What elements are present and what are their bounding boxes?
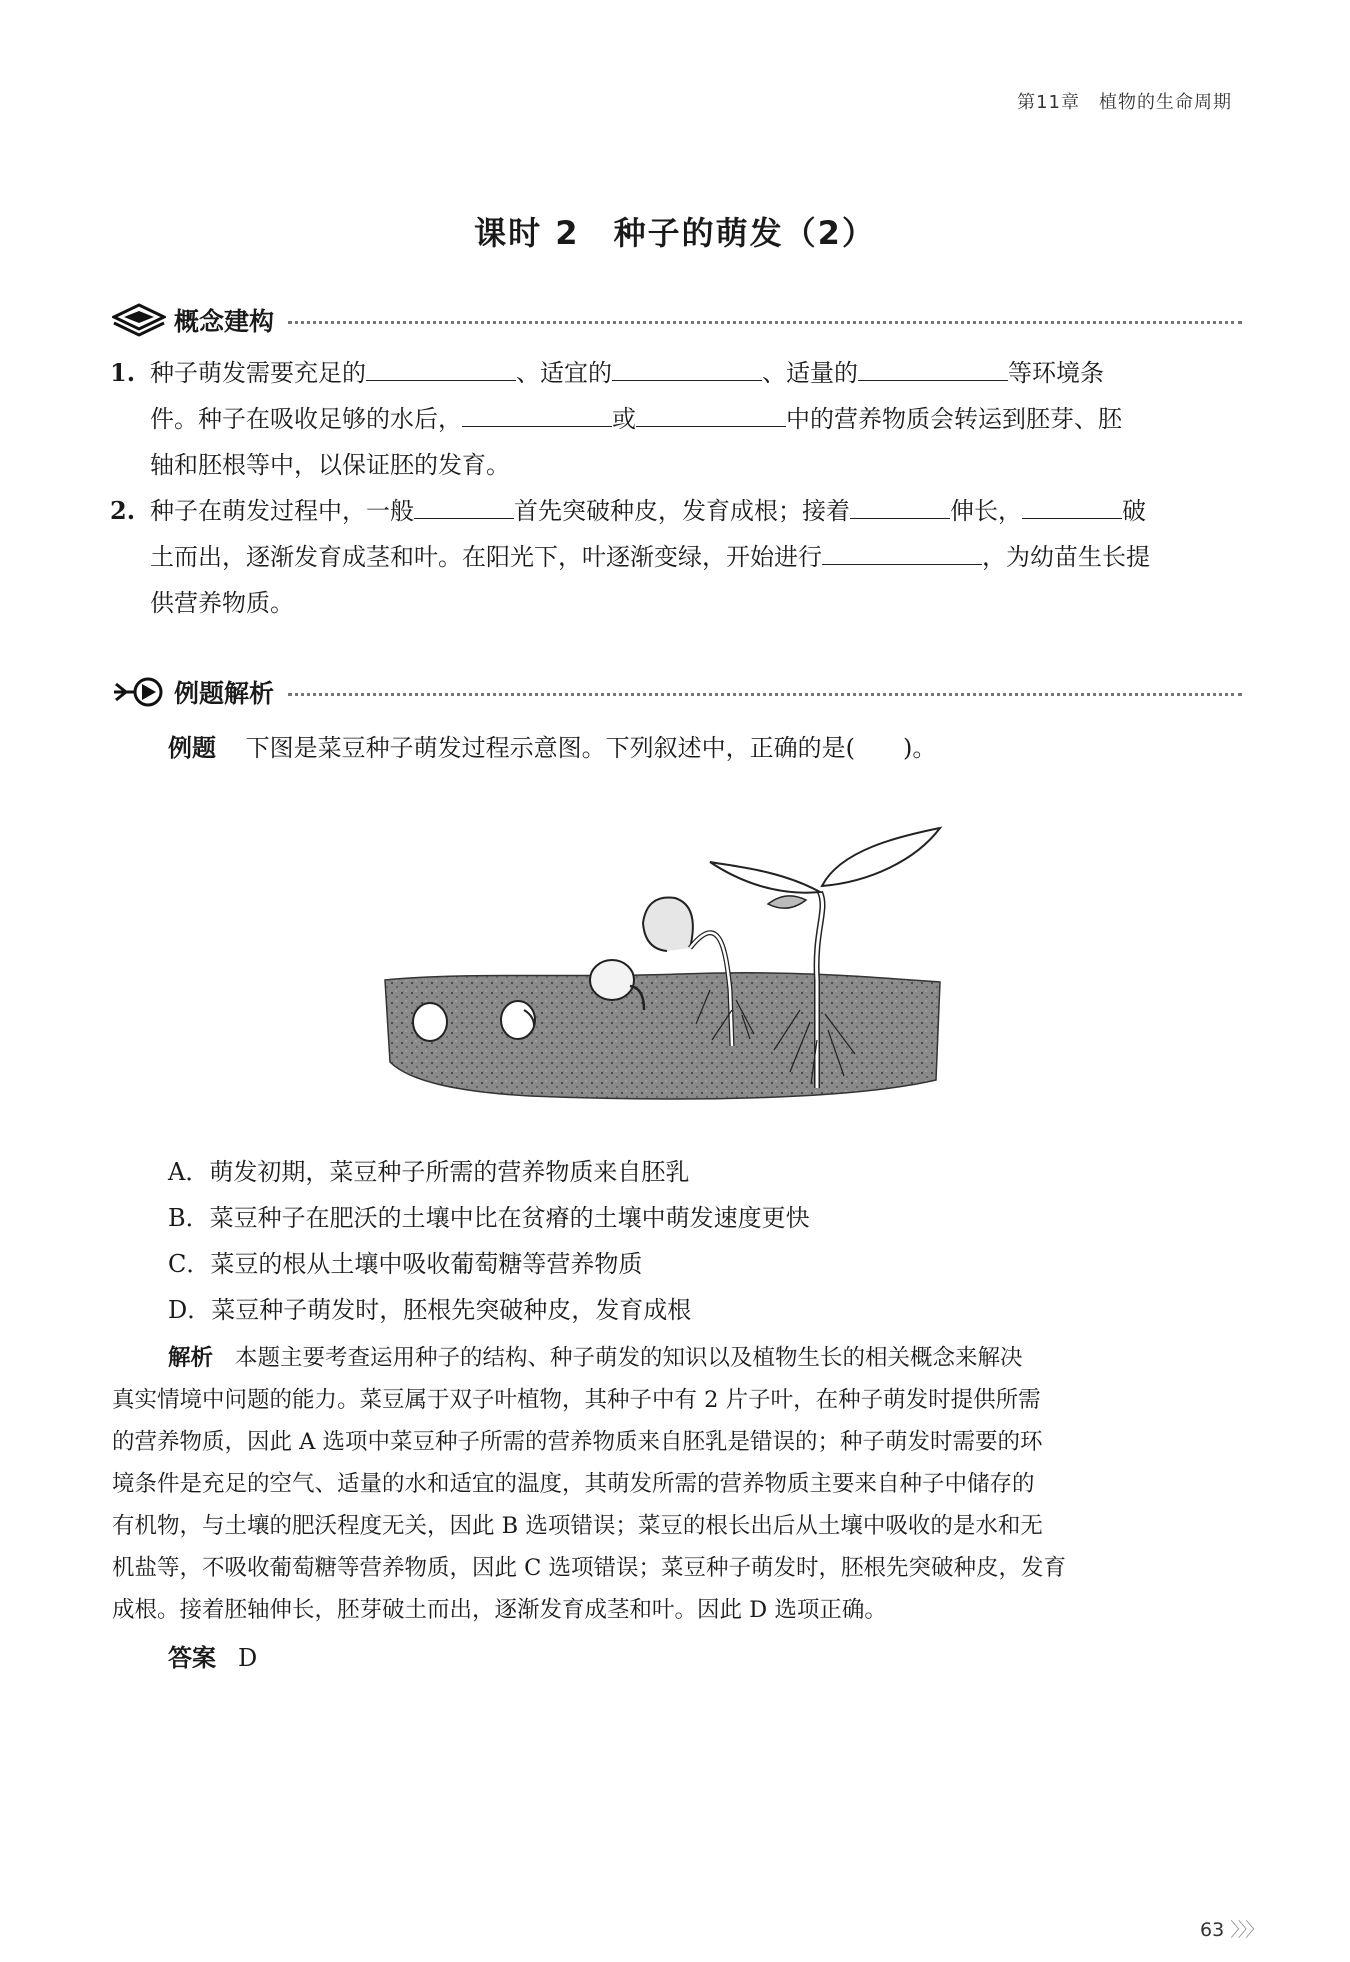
section-concept-header: [112, 300, 1242, 340]
q2-line-1: [110, 488, 1240, 534]
blank[interactable]: [850, 490, 950, 519]
option-a: A．萌发初期，菜豆种子所需的营养物质来自胚乳: [168, 1158, 690, 1186]
analysis-line-4: 境条件是充足的空气、适量的水和适宜的温度，其萌发所需的营养物质主要来自种子中储存的: [112, 1471, 1035, 1497]
q1-text: 等环境条: [1008, 359, 1104, 387]
option-c: C．菜豆的根从土壤中吸收葡萄糖等营养物质: [168, 1250, 643, 1278]
soil-layer: [385, 973, 940, 1099]
diamond-layers-icon: [112, 303, 166, 337]
blank[interactable]: [612, 352, 762, 381]
q1-line-2: [110, 396, 1280, 442]
section-example-title: 例题解析: [174, 679, 275, 708]
q1-text: 、适宜的: [516, 359, 612, 387]
q2-text: 首先突破种皮，发育成根；接着: [514, 497, 850, 525]
bean-germination-illustration: [380, 800, 950, 1110]
q1-line-3: [110, 442, 1280, 488]
q2-text: 供营养物质。: [150, 589, 294, 617]
analysis-line-5: 有机物，与土壤的肥沃程度无关，因此 B 选项错误；菜豆的根长出后从土壤中吸收的是水和无: [112, 1513, 1043, 1539]
q1-text: 件。种子在吸收足够的水后，: [150, 405, 462, 433]
section-example-header: [112, 672, 1242, 712]
blank[interactable]: [414, 490, 514, 519]
option-b: B．菜豆种子在肥沃的土壤中比在贫瘠的土壤中萌发速度更快: [168, 1204, 810, 1232]
q2-text: 土而出，逐渐发育成茎和叶。在阳光下，叶逐渐变绿，开始进行: [150, 543, 822, 571]
page-number: [1200, 1915, 1262, 1942]
analysis-line-6: 机盐等，不吸收葡萄糖等营养物质，因此 C 选项错误；菜豆种子萌发时，胚根先突破种皮，发育: [112, 1555, 1067, 1581]
q1-text: 、适量的: [762, 359, 858, 387]
answer-value: D: [238, 1644, 258, 1672]
blank[interactable]: [858, 352, 1008, 381]
seed-stage-2: [501, 1001, 535, 1039]
blank[interactable]: [1022, 490, 1122, 519]
q2-text: 种子在萌发过程中，一般: [150, 497, 414, 525]
section-divider: [288, 321, 1242, 324]
q1-text: 或: [612, 405, 636, 433]
q2-line-2: [110, 534, 1280, 580]
blank[interactable]: [462, 398, 612, 427]
answer-label: 答案: [168, 1644, 216, 1672]
seed-stage-1: [413, 1003, 447, 1041]
q2-text: ，为幼苗生长提: [982, 543, 1150, 571]
q2-text: 破: [1122, 497, 1146, 525]
q1-line-1: [110, 350, 1240, 396]
arrow-target-icon: [112, 675, 166, 709]
analysis-line-2: 真实情境中问题的能力。菜豆属于双子叶植物，其种子中有 2 片子叶，在种子萌发时提供所需: [112, 1387, 1041, 1413]
q2-number: 2.: [110, 496, 136, 525]
analysis-line-7: 成根。接着胚轴伸长，胚芽破土而出，逐渐发育成茎和叶。因此 D 选项正确。: [112, 1597, 887, 1623]
page-number-value: 63: [1200, 1919, 1225, 1941]
section-concept-title: 概念建构: [174, 307, 275, 336]
analysis-line-1: [112, 1338, 1298, 1379]
page-arrows-icon: 〉〉〉: [1230, 1919, 1263, 1941]
q1-text: 中的营养物质会转运到胚芽、胚: [786, 405, 1122, 433]
blank[interactable]: [636, 398, 786, 427]
example-question: [168, 728, 936, 768]
example-text: 下图是菜豆种子萌发过程示意图。下列叙述中，正确的是( )。: [245, 734, 937, 762]
answer-line: [112, 1638, 1298, 1679]
chapter-header: 第11章 植物的生命周期: [1017, 92, 1232, 113]
analysis-text: 本题主要考查运用种子的结构、种子萌发的知识以及植物生长的相关概念来解决: [235, 1345, 1023, 1371]
q1-number: 1.: [110, 358, 136, 387]
lesson-title: 课时 2 种子的萌发（2）: [474, 214, 876, 252]
q1-text: 轴和胚根等中，以保证胚的发育。: [150, 451, 510, 479]
blank[interactable]: [822, 536, 982, 565]
q2-text: 伸长，: [950, 497, 1022, 525]
q2-line-3: [110, 580, 1280, 626]
option-d: D．菜豆种子萌发时，胚根先突破种皮，发育成根: [168, 1296, 692, 1324]
analysis-label: 解析: [168, 1345, 214, 1371]
blank[interactable]: [366, 352, 516, 381]
analysis-line-3: 的营养物质，因此 A 选项中菜豆种子所需的营养物质来自胚乳是错误的；种子萌发时需要的环: [112, 1429, 1043, 1455]
section-divider: [288, 693, 1242, 696]
q1-text: 种子萌发需要充足的: [150, 359, 366, 387]
example-label: 例题: [168, 734, 216, 762]
